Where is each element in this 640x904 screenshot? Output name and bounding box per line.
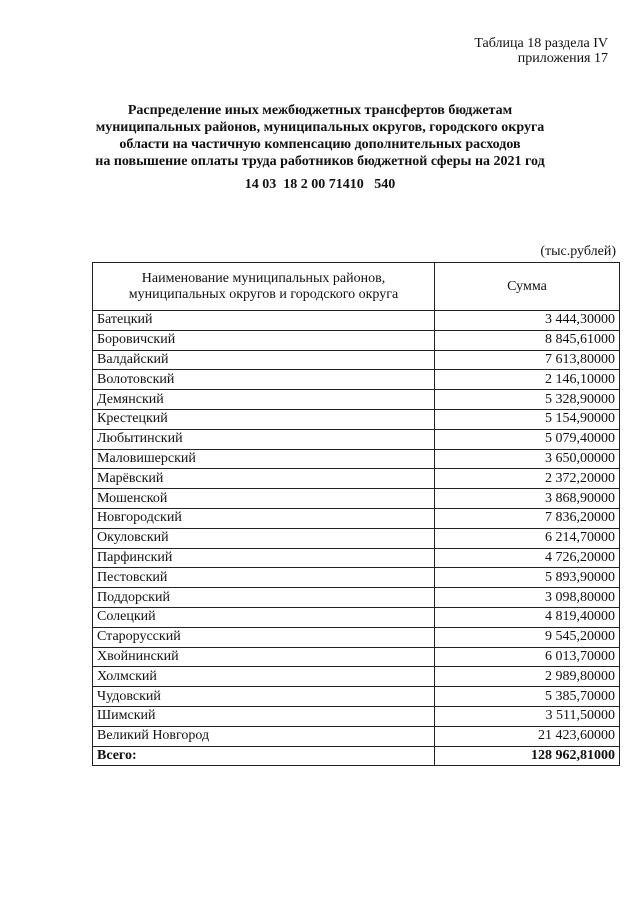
unit-label: (тыс.рублей) [540,244,616,259]
district-sum: 3 444,30000 [435,311,620,331]
district-name: Демянский [93,390,435,410]
table-reference [474,36,608,66]
budget-code: 14 03 18 2 00 71410 540 [244,177,396,192]
district-name: Боровичский [93,330,435,350]
table-row [93,607,620,627]
table-row [93,390,620,410]
district-sum: 6 214,70000 [435,528,620,548]
district-sum: 5 385,70000 [435,687,620,707]
district-name: Марёвский [93,469,435,489]
title-line-4: на повышение оплаты труда работников бюджетной сферы на 2021 год [95,154,545,169]
district-name: Новгородский [93,508,435,528]
header-name: Наименование муниципальных районов, муниципальных округов и городского округа [93,263,435,311]
district-sum: 2 372,20000 [435,469,620,489]
district-name: Поддорский [93,588,435,608]
district-sum: 7 613,80000 [435,350,620,370]
table-row [93,687,620,707]
table-row [93,726,620,746]
district-name: Шимский [93,706,435,726]
district-sum: 2 146,10000 [435,370,620,390]
district-name: Солецкий [93,607,435,627]
district-sum: 21 423,60000 [435,726,620,746]
district-sum: 6 013,70000 [435,647,620,667]
district-sum: 9 545,20000 [435,627,620,647]
district-sum: 5 154,90000 [435,409,620,429]
district-name: Великий Новгород [93,726,435,746]
district-name: Волотовский [93,370,435,390]
total-label: Всего: [93,746,435,766]
district-sum: 3 098,80000 [435,588,620,608]
table-row [93,449,620,469]
district-name: Крестецкий [93,409,435,429]
district-sum: 3 511,50000 [435,706,620,726]
district-sum: 7 836,20000 [435,508,620,528]
table-row [93,647,620,667]
table-row [93,429,620,449]
reference-line-1: Таблица 18 раздела IV [474,36,608,51]
document-title [0,102,640,170]
table-row [93,370,620,390]
district-sum: 5 328,90000 [435,390,620,410]
district-sum: 8 845,61000 [435,330,620,350]
district-name: Окуловский [93,528,435,548]
table-row [93,627,620,647]
district-sum: 5 893,90000 [435,568,620,588]
table-row [93,588,620,608]
total-row [93,746,620,766]
table-row [93,330,620,350]
reference-line-2: приложения 17 [517,51,608,66]
table-row [93,548,620,568]
table-row [93,350,620,370]
district-name: Любытинский [93,429,435,449]
table-row [93,489,620,509]
district-sum: 4 726,20000 [435,548,620,568]
district-sum: 3 868,90000 [435,489,620,509]
title-line-3: области на частичную компенсацию дополнительных расходов [119,137,521,152]
district-name: Старорусский [93,627,435,647]
district-name: Пестовский [93,568,435,588]
district-name: Холмский [93,667,435,687]
district-name: Парфинский [93,548,435,568]
district-name: Чудовский [93,687,435,707]
distribution-table [92,262,620,766]
table-row [93,568,620,588]
table-row [93,508,620,528]
district-name: Валдайский [93,350,435,370]
district-name: Мошенской [93,489,435,509]
district-name: Батецкий [93,311,435,331]
table-row [93,706,620,726]
title-line-1: Распределение иных межбюджетных трансфертов бюджетам [127,103,513,118]
table-row [93,528,620,548]
district-sum: 3 650,00000 [435,449,620,469]
table-row [93,311,620,331]
total-value: 128 962,81000 [435,746,620,766]
table-row [93,667,620,687]
district-sum: 2 989,80000 [435,667,620,687]
title-line-2: муниципальных районов, муниципальных округов, городского округа [95,120,545,135]
district-sum: 4 819,40000 [435,607,620,627]
table-row [93,469,620,489]
header-sum: Сумма [435,263,620,311]
table-header-row [93,263,620,311]
district-name: Маловишерский [93,449,435,469]
district-sum: 5 079,40000 [435,429,620,449]
table-row [93,409,620,429]
district-name: Хвойнинский [93,647,435,667]
table-body [93,311,620,766]
